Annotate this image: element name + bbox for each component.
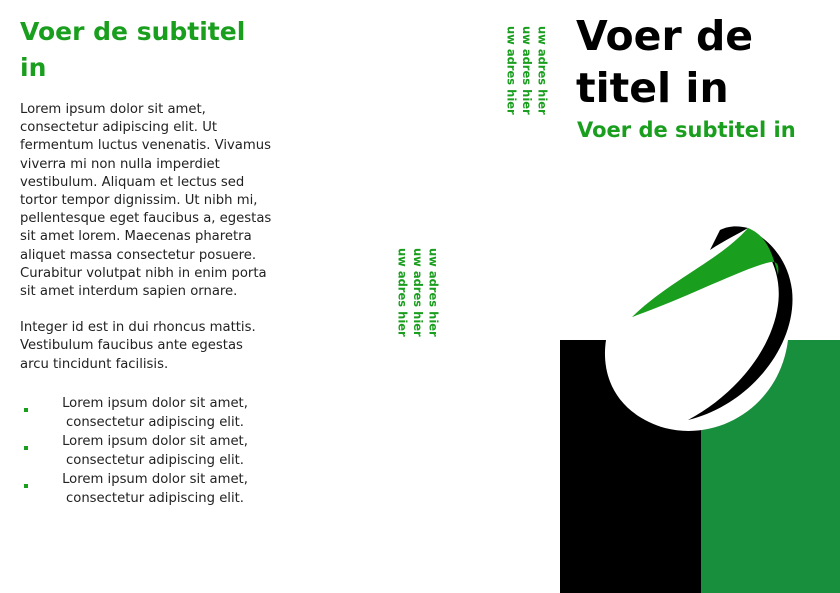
bullet-item bbox=[20, 471, 260, 508]
body-paragraph-1[interactable]: Lorem ipsum dolor sit amet, consectetur adipiscing elit. Ut fermentum luctus venenatis. Vivamus viverra mi non nulla imperdiet vestibulum. Aliquam et lectus sed tortor tempor dignissim. Ut nibh mi, pellentesque eget faucibus a, egestas sit amet lorem. Maecenas pharetra aliquet massa consectetur posuere. Curabitur volutpat nibh in enim porta sit amet interdum sapien ornare. bbox=[20, 102, 272, 300]
cover-title[interactable]: Voer de titel in bbox=[576, 12, 754, 112]
address-line[interactable]: uw adres hier bbox=[535, 26, 550, 115]
body-text bbox=[20, 101, 275, 374]
bullet-list bbox=[20, 395, 280, 509]
address-line[interactable]: uw adres hier bbox=[395, 248, 410, 337]
bullet-icon bbox=[24, 484, 28, 488]
bullet-text[interactable]: Lorem ipsum dolor sit amet, consectetur adipiscing elit. bbox=[62, 472, 248, 506]
address-line[interactable]: uw adres hier bbox=[411, 248, 425, 337]
green-swoosh-icon bbox=[632, 228, 778, 317]
bullet-icon bbox=[24, 446, 28, 450]
left-subtitle[interactable]: Voer de subtitel in bbox=[20, 17, 246, 82]
address-line[interactable]: uw adres hier bbox=[426, 248, 441, 337]
address-line[interactable]: uw adres hier bbox=[504, 26, 519, 115]
bullet-text[interactable]: Lorem ipsum dolor sit amet, consectetur adipiscing elit. bbox=[62, 434, 248, 468]
cover-subtitle[interactable]: Voer de subtitel in bbox=[577, 118, 796, 142]
top-address-block bbox=[503, 26, 550, 115]
middle-address-block bbox=[394, 248, 441, 337]
bullet-icon bbox=[24, 408, 28, 412]
bullet-text[interactable]: Lorem ipsum dolor sit amet, consectetur adipiscing elit. bbox=[62, 396, 248, 430]
bullet-item bbox=[20, 395, 260, 432]
cover-graphic bbox=[560, 220, 840, 593]
address-line[interactable]: uw adres hier bbox=[520, 26, 534, 115]
body-paragraph-2[interactable]: Integer id est in dui rhoncus mattis. Vestibulum faucibus ante egestas arcu tincidunt facilisis. bbox=[20, 320, 256, 372]
bullet-item bbox=[20, 433, 260, 470]
